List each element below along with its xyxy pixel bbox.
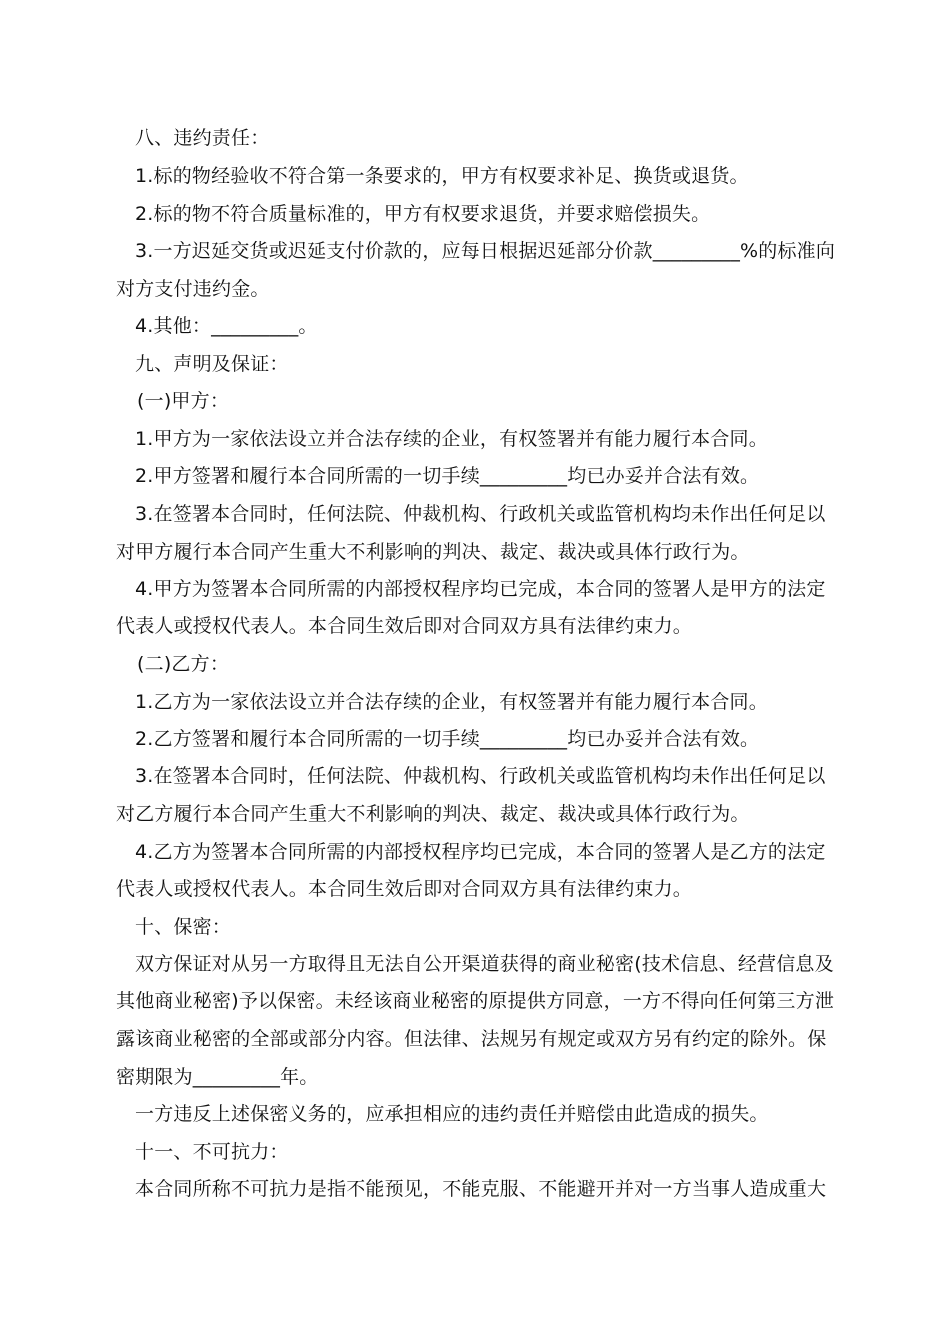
paragraph-line: 2.甲方签署和履行本合同所需的一切手续_________均已办妥并合法有效。	[135, 465, 760, 487]
paragraph-line: 2.标的物不符合质量标准的，甲方有权要求退货，并要求赔偿损失。	[135, 203, 711, 225]
paragraph-line: 对乙方履行本合同产生重大不利影响的判决、裁定、裁决或具体行政行为。	[116, 803, 750, 825]
paragraph-line: 1.乙方为一家依法设立并合法存续的企业，有权签署并有能力履行本合同。	[135, 691, 768, 713]
subsection-heading-party-a: (一)甲方：	[137, 390, 230, 412]
section-heading-breach-liability: 八、违约责任：	[135, 127, 270, 149]
paragraph-line: 本合同所称不可抗力是指不能预见，不能克服、不能避开并对一方当事人造成重大	[135, 1178, 827, 1200]
paragraph-line: 对甲方履行本合同产生重大不利影响的判决、裁定、裁决或具体行政行为。	[116, 541, 750, 563]
paragraph-line: 4.甲方为签署本合同所需的内部授权程序均已完成，本合同的签署人是甲方的法定	[135, 578, 826, 600]
paragraph-line: 3.一方迟延交货或迟延支付价款的，应每日根据迟延部分价款_________%的标准向	[135, 240, 836, 262]
paragraph-line: 其他商业秘密)予以保密。未经该商业秘密的原提供方同意，一方不得向任何第三方泄	[116, 990, 835, 1012]
paragraph-line: 3.在签署本合同时，任何法院、仲裁机构、行政机关或监管机构均未作出任何足以	[135, 765, 826, 787]
paragraph-line: 1.标的物经验收不符合第一条要求的，甲方有权要求补足、换货或退货。	[135, 165, 749, 187]
section-heading-force-majeure: 十一、不可抗力：	[135, 1141, 289, 1163]
paragraph-line: 双方保证对从另一方取得且无法自公开渠道获得的商业秘密(技术信息、经营信息及	[135, 953, 834, 975]
section-heading-declarations: 九、声明及保证：	[135, 353, 289, 375]
paragraph-line: 代表人或授权代表人。本合同生效后即对合同双方具有法律约束力。	[116, 878, 693, 900]
paragraph-line: 代表人或授权代表人。本合同生效后即对合同双方具有法律约束力。	[116, 615, 693, 637]
paragraph-line: 1.甲方为一家依法设立并合法存续的企业，有权签署并有能力履行本合同。	[135, 428, 768, 450]
paragraph-line: 2.乙方签署和履行本合同所需的一切手续_________均已办妥并合法有效。	[135, 728, 760, 750]
paragraph-line: 3.在签署本合同时，任何法院、仲裁机构、行政机关或监管机构均未作出任何足以	[135, 503, 826, 525]
paragraph-line: 露该商业秘密的全部或部分内容。但法律、法规另有规定或双方另有约定的除外。保	[116, 1028, 827, 1050]
section-heading-confidentiality: 十、保密：	[135, 916, 232, 938]
paragraph-line: 4.乙方为签署本合同所需的内部授权程序均已完成，本合同的签署人是乙方的法定	[135, 841, 826, 863]
paragraph-line: 密期限为_________年。	[116, 1066, 319, 1088]
paragraph-line: 对方支付违约金。	[116, 278, 270, 300]
paragraph-line: 4.其他：_________。	[135, 315, 318, 337]
paragraph-line: 一方违反上述保密义务的，应承担相应的违约责任并赔偿由此造成的损失。	[135, 1103, 769, 1125]
subsection-heading-party-b: (二)乙方：	[137, 653, 230, 675]
